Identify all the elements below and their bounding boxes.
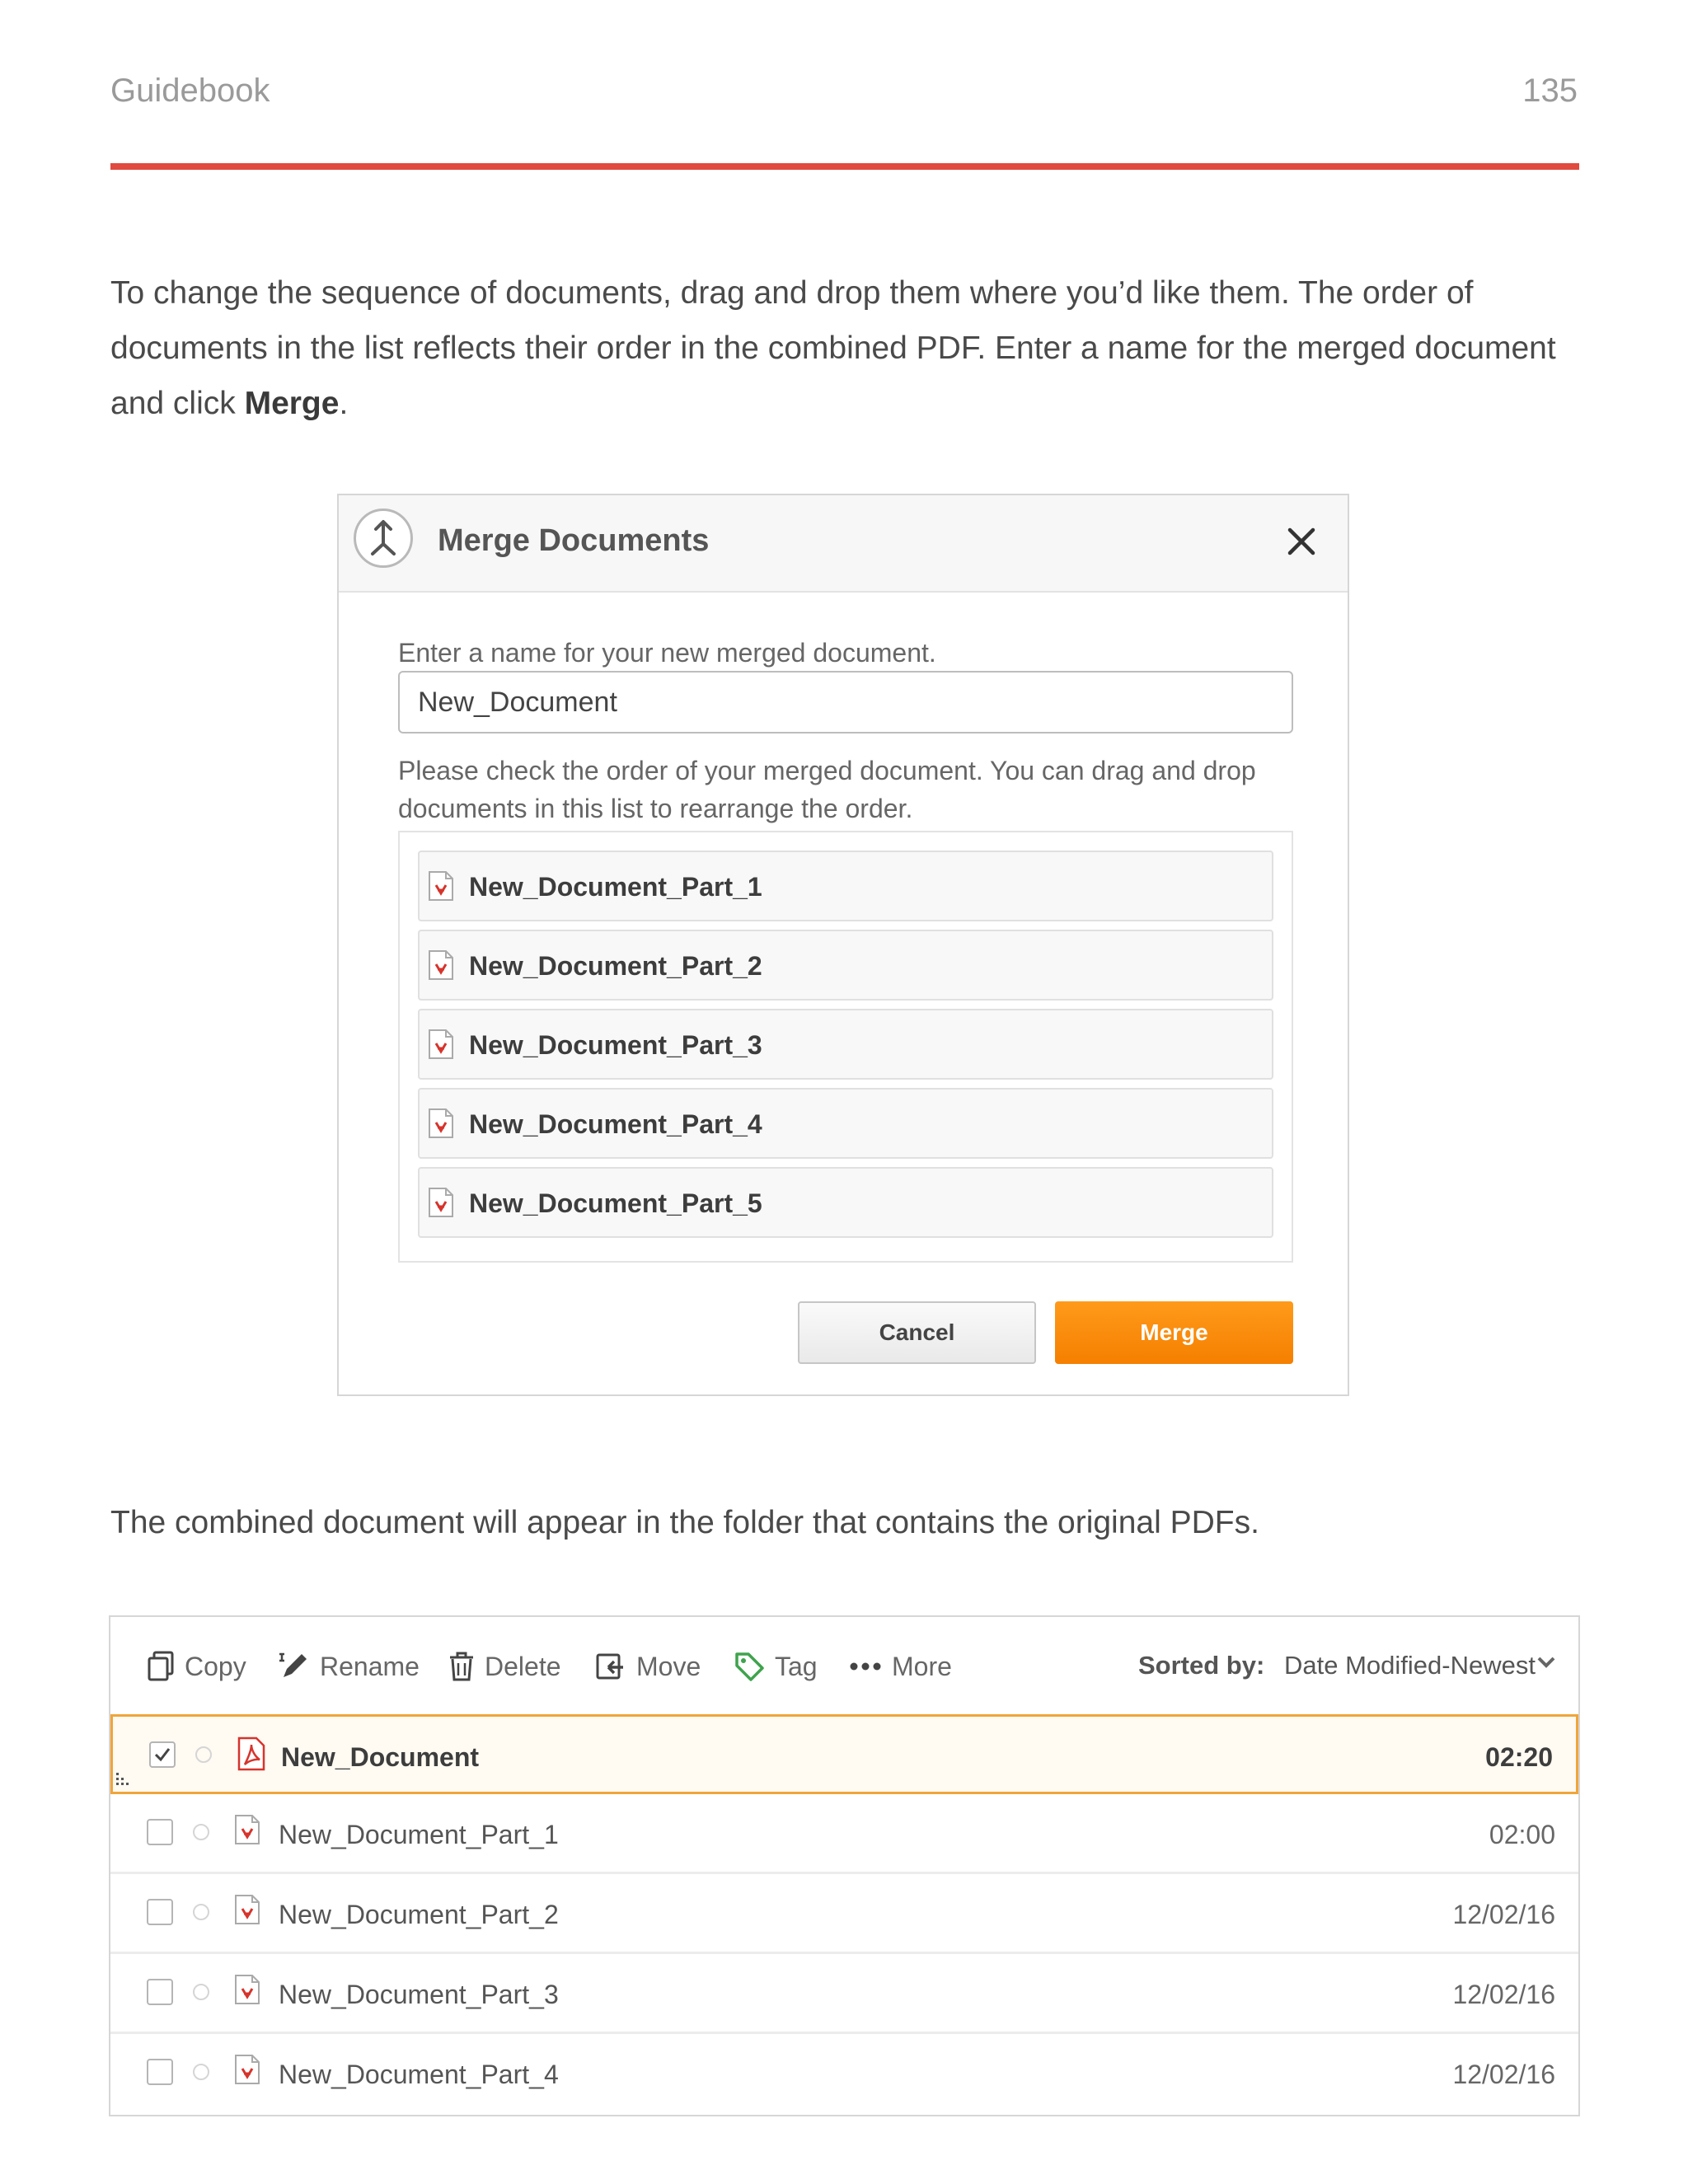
pdf-file-icon xyxy=(428,1029,454,1060)
rename-label: Rename xyxy=(320,1651,420,1681)
row-status-dot xyxy=(193,2064,209,2080)
more-dots-icon xyxy=(849,1661,882,1672)
intro-text-end: . xyxy=(339,386,349,421)
cancel-button[interactable]: Cancel xyxy=(798,1301,1036,1364)
file-date: 12/02/16 xyxy=(1452,1900,1555,1929)
intro-bold-merge: Merge xyxy=(244,386,340,421)
outro-paragraph: The combined document will appear in the folder that contains the original PDFs. xyxy=(110,1505,1259,1540)
row-checkbox[interactable] xyxy=(147,2059,173,2085)
merge-icon xyxy=(354,509,413,568)
move-label: Move xyxy=(636,1651,701,1681)
page-number: 135 xyxy=(1522,73,1578,109)
row-checkbox[interactable] xyxy=(147,1979,173,2005)
row-status-dot xyxy=(193,1904,209,1920)
file-name: New_Document_Part_2 xyxy=(279,1900,559,1929)
copy-label: Copy xyxy=(185,1651,246,1681)
order-item-label: New_Document_Part_5 xyxy=(469,1188,762,1218)
header-divider xyxy=(110,163,1579,170)
order-item-label: New_Document_Part_4 xyxy=(469,1109,762,1139)
merge-documents-dialog xyxy=(337,494,1349,1396)
move-button[interactable] xyxy=(595,1648,701,1685)
file-row[interactable] xyxy=(110,2034,1578,2114)
name-field-label: Enter a name for your new merged document. xyxy=(398,638,936,668)
file-date: 12/02/16 xyxy=(1452,2060,1555,2089)
pdf-file-icon xyxy=(234,1974,260,2005)
rename-button[interactable] xyxy=(279,1648,420,1685)
file-toolbar xyxy=(110,1617,1578,1714)
trash-icon xyxy=(448,1651,475,1682)
tag-icon xyxy=(734,1651,765,1682)
file-name: New_Document_Part_1 xyxy=(279,1820,559,1849)
file-date: 12/02/16 xyxy=(1452,1980,1555,2009)
order-list-item[interactable] xyxy=(418,1009,1273,1080)
order-list-item[interactable] xyxy=(418,1088,1273,1159)
checkmark-icon xyxy=(151,1743,174,1766)
pdf-file-icon xyxy=(234,2054,260,2085)
row-status-dot xyxy=(193,1824,209,1840)
merge-button[interactable]: Merge xyxy=(1055,1301,1293,1364)
file-row[interactable] xyxy=(110,1874,1578,1954)
file-name: New_Document_Part_4 xyxy=(279,2060,559,2089)
chevron-down-icon[interactable] xyxy=(1536,1655,1556,1670)
file-row[interactable] xyxy=(110,1954,1578,2034)
document-order-list xyxy=(398,831,1293,1263)
document-name-input[interactable] xyxy=(398,671,1293,733)
row-checkbox[interactable] xyxy=(147,1899,173,1925)
file-row[interactable] xyxy=(110,1714,1578,1794)
intro-paragraph xyxy=(110,265,1579,431)
file-list-panel xyxy=(109,1615,1580,2116)
order-list-item[interactable] xyxy=(418,1167,1273,1238)
order-item-label: New_Document_Part_1 xyxy=(469,872,762,902)
order-list-item[interactable] xyxy=(418,851,1273,921)
dialog-header xyxy=(339,495,1348,593)
row-checkbox[interactable] xyxy=(147,1819,173,1845)
file-date: 02:20 xyxy=(1485,1742,1553,1772)
move-icon xyxy=(595,1651,626,1682)
order-instructions: Please check the order of your merged document. You can drag and drop documents in this list to rearrange the order. xyxy=(398,756,1256,823)
order-item-label: New_Document_Part_2 xyxy=(469,951,762,981)
rename-icon xyxy=(279,1651,310,1682)
row-checkbox[interactable] xyxy=(149,1741,176,1768)
pdf-file-icon xyxy=(428,1187,454,1218)
more-label: More xyxy=(892,1651,952,1681)
pdf-file-icon xyxy=(234,1894,260,1925)
delete-button[interactable] xyxy=(448,1648,561,1685)
pdf-file-icon xyxy=(234,1814,260,1845)
sort-dropdown[interactable]: Date Modified-Newest xyxy=(1284,1651,1536,1680)
order-item-label: New_Document_Part_3 xyxy=(469,1030,762,1060)
order-list-item[interactable] xyxy=(418,930,1273,1001)
intro-text: To change the sequence of documents, drag and drop them where you’d like them. The order of documents in the list reflects their order in the combined PDF. Enter a name for the merged document and click xyxy=(110,275,1556,421)
page-header-title: Guidebook xyxy=(110,73,270,109)
tag-label: Tag xyxy=(775,1651,818,1681)
sorted-by-label: Sorted by: xyxy=(1138,1651,1265,1680)
delete-label: Delete xyxy=(485,1651,561,1681)
drag-handle-icon[interactable] xyxy=(113,1771,134,1789)
pdf-file-icon xyxy=(428,1108,454,1139)
close-icon[interactable] xyxy=(1285,525,1318,558)
copy-icon xyxy=(147,1651,175,1682)
file-name: New_Document_Part_3 xyxy=(279,1980,559,2009)
dialog-title: Merge Documents xyxy=(438,523,710,558)
tag-button[interactable] xyxy=(734,1648,818,1685)
more-button[interactable] xyxy=(849,1648,952,1685)
pdf-file-icon xyxy=(428,870,454,902)
copy-button[interactable] xyxy=(147,1648,246,1685)
file-name: New_Document xyxy=(281,1742,480,1772)
file-row[interactable] xyxy=(110,1794,1578,1874)
pdf-file-icon xyxy=(428,949,454,981)
row-status-dot xyxy=(193,1984,209,2000)
pdf-acrobat-icon xyxy=(237,1736,266,1771)
file-date: 02:00 xyxy=(1489,1820,1555,1849)
row-status-dot xyxy=(195,1746,212,1763)
